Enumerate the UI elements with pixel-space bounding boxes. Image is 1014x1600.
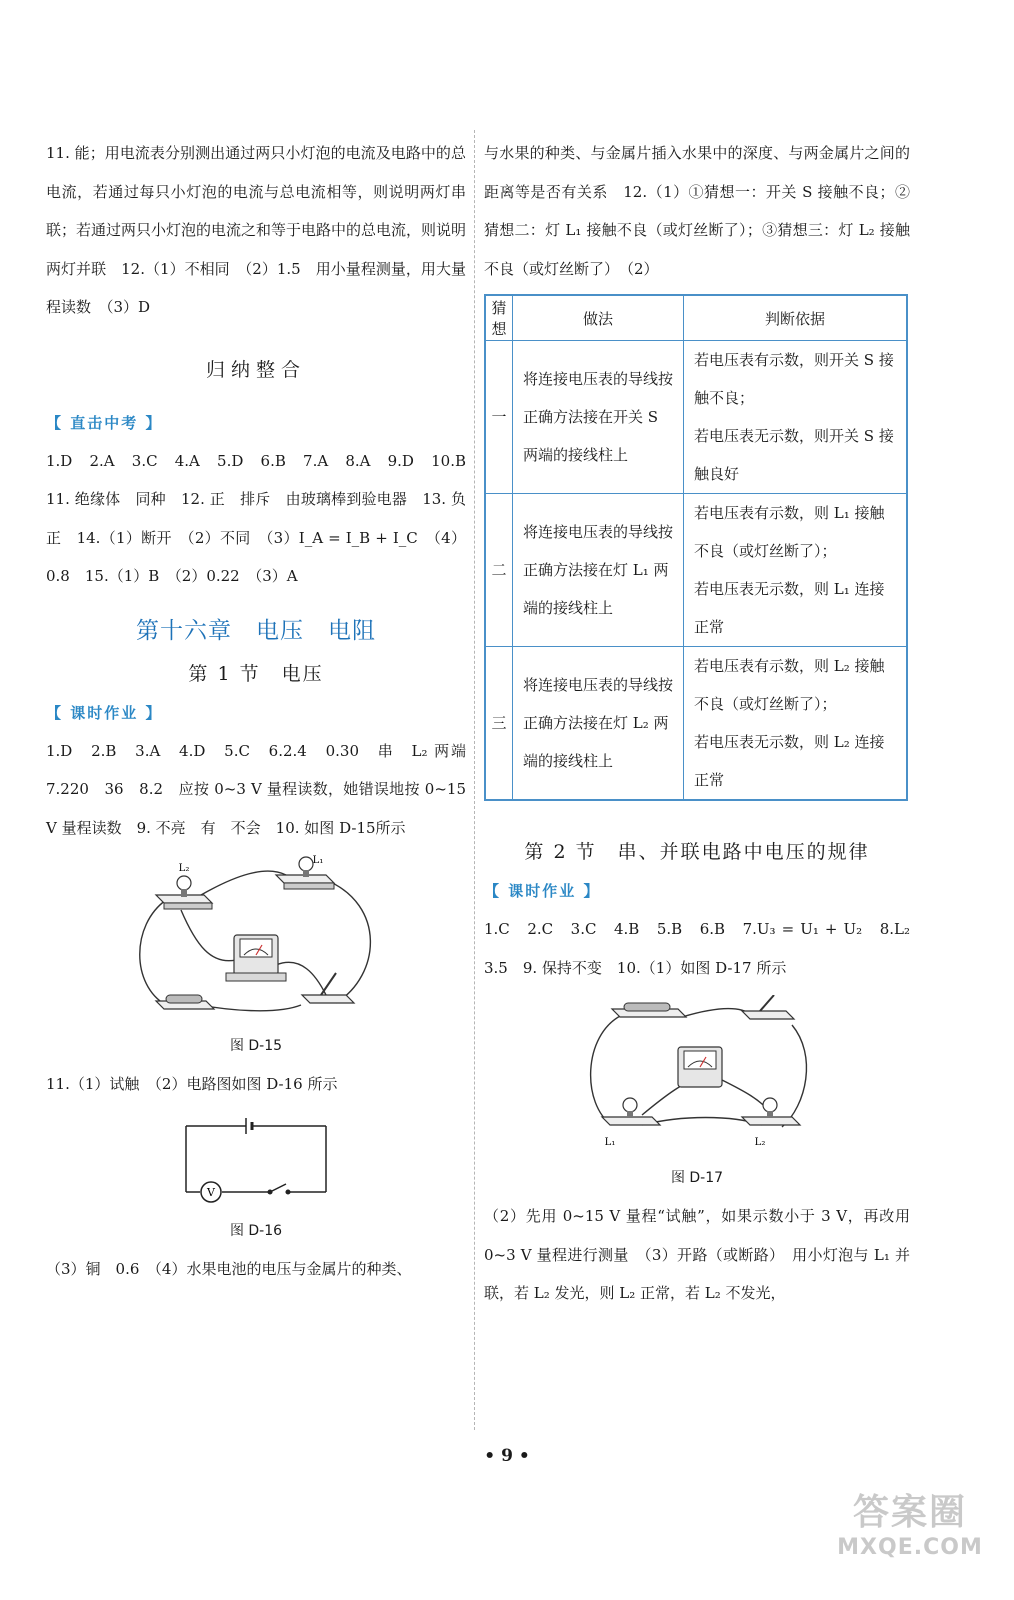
circuit-d15-illustration bbox=[126, 855, 386, 1023]
figure-d15 bbox=[46, 855, 466, 1027]
basis-line: 若电压表无示数，则开关 S 接触良好 bbox=[694, 427, 894, 483]
basis-line: 若电压表有示数，则 L₁ 接触不良（或灯丝断了）； bbox=[694, 504, 885, 560]
figure-d17 bbox=[484, 995, 910, 1159]
page-number: • 9 • bbox=[484, 1446, 530, 1466]
section1-title: 第 1 节 电压 bbox=[188, 662, 324, 685]
fig17-caption: 图 D-17 bbox=[670, 1170, 724, 1186]
fig17-l2-label: L₂ bbox=[754, 1137, 766, 1148]
row-num: 二 bbox=[485, 494, 513, 647]
answer-q11-q12: 11. 能；用电流表分别测出通过两只小灯泡的电流及电路中的总电流，若通过每只小灯泡的电流与总电流相等，则说明两灯串联；若通过两只小灯泡的电流之和等于电路中的总电流，则说明两灯并联 12.（1）不相同 （2）1.5 用小量程测量，用大量程读数 （3）D bbox=[46, 144, 467, 316]
basis-line: 若电压表有示数，则 L₂ 接触不良（或灯丝断了）； bbox=[694, 657, 885, 713]
answer-q11-2: 11.（1）试触 （2）电路图如图 D-16 所示 bbox=[46, 1075, 338, 1093]
guess-table-header bbox=[485, 295, 907, 341]
basis-line: 若电压表无示数，则 L₁ 连接正常 bbox=[694, 580, 885, 636]
fig17-l1-label: L₁ bbox=[604, 1137, 616, 1148]
row-basis bbox=[684, 647, 908, 801]
fig15-caption: 图 D-15 bbox=[229, 1038, 283, 1054]
watermark-logo: 答案圈 bbox=[852, 1492, 967, 1533]
header-guess: 猜想 bbox=[485, 295, 513, 341]
header-method: 做法 bbox=[513, 295, 684, 341]
basis-line: 若电压表无示数，则 L₂ 连接正常 bbox=[694, 733, 885, 789]
watermark-url: MXQE.COM bbox=[837, 1535, 983, 1560]
answer-continued: 与水果的种类、与金属片插入水果中的深度、与两金属片之间的距离等是否有关系 12.（1）①猜想一：开关 S 接触不良；②猜想二：灯 L₁ 接触不良（或灯丝断了）；③猜想三：灯 L₂ 接触不良（或灯丝断了） （2） bbox=[484, 144, 910, 278]
answer-q11-3: （3）铜 0.6 （4）水果电池的电压与金属片的种类、 bbox=[46, 1259, 412, 1278]
fig16-caption: 图 D-16 bbox=[229, 1222, 283, 1239]
row-method: 将连接电压表的导线按正确方法接在开关 S 两端的接线柱上 bbox=[513, 341, 684, 494]
answer-tail: （2）先用 0~15 V 量程“试触”，如果示数小于 3 V，再改用 0~3 V 量程进行测量 （3）开路（或断路） 用小灯泡与 L₁ 并联，若 L₂ 发光，则 L₂ 正常，若 L₂ 不发光， bbox=[484, 1207, 910, 1302]
zhongkao-answers: 1.D 2.A 3.C 4.A 5.D 6.B 7.A 8.A 9.D 10.B 11. 绝缘体 同种 12. 正 排斥 由玻璃棒到验电器 13. 负 正 14.（1）断开 （2）不同 （3）I_A = I_B + I_C （4）0.8 15.（1）B （2）0.22 （3）A bbox=[46, 451, 482, 585]
watermark bbox=[820, 1484, 1000, 1560]
column-divider bbox=[474, 130, 475, 1430]
figure-d16 bbox=[46, 1112, 466, 1212]
homework-answers-1: 1.D 2.B 3.A 4.D 5.C 6.2.4 0.30 串 L₂ 两端 7.220 36 8.2 应按 0~3 V 量程读数，她错误地按 0~15 V 量程读数 9. 不亮 有 不会 10. 如图 D-15所示 bbox=[46, 741, 482, 837]
header-basis: 判断依据 bbox=[684, 295, 908, 341]
table-row bbox=[485, 341, 907, 494]
circuit-d16-diagram bbox=[176, 1112, 336, 1208]
voltmeter-symbol: V bbox=[207, 1185, 215, 1199]
row-method: 将连接电压表的导线按正确方法接在灯 L₂ 两端的接线柱上 bbox=[513, 647, 684, 801]
row-basis bbox=[684, 341, 908, 494]
guess-table bbox=[484, 294, 908, 801]
zhongkao-label: 【 直击中考 】 bbox=[46, 413, 163, 432]
section2-title: 第 2 节 串、并联电路中电压的规律 bbox=[524, 841, 870, 863]
basis-line: 若电压表有示数，则开关 S 接触不良； bbox=[694, 351, 894, 407]
homework-label-1: 【 课时作业 】 bbox=[46, 703, 163, 722]
right-column bbox=[484, 134, 926, 1313]
circuit-d17-illustration bbox=[582, 995, 812, 1155]
homework-answers-2: 1.C 2.C 3.C 4.B 5.B 6.B 7.U₃ = U₁ + U₂ 8.L₂ 3.5 9. 保持不变 10.（1）如图 D-17 所示 bbox=[484, 920, 926, 977]
fig15-l2-label: L₂ bbox=[178, 863, 190, 874]
left-column bbox=[46, 134, 482, 1288]
fig15-l1-label: L₁ bbox=[312, 855, 324, 866]
chapter-title: 第十六章 电压 电阻 bbox=[136, 617, 376, 644]
summary-heading: 归纳整合 bbox=[205, 358, 306, 381]
row-num: 一 bbox=[485, 341, 513, 494]
row-basis bbox=[684, 494, 908, 647]
table-row bbox=[485, 494, 907, 647]
homework-label-2: 【 课时作业 】 bbox=[484, 882, 601, 900]
row-method: 将连接电压表的导线按正确方法接在灯 L₁ 两端的接线柱上 bbox=[513, 494, 684, 647]
table-row bbox=[485, 647, 907, 801]
row-num: 三 bbox=[485, 647, 513, 801]
